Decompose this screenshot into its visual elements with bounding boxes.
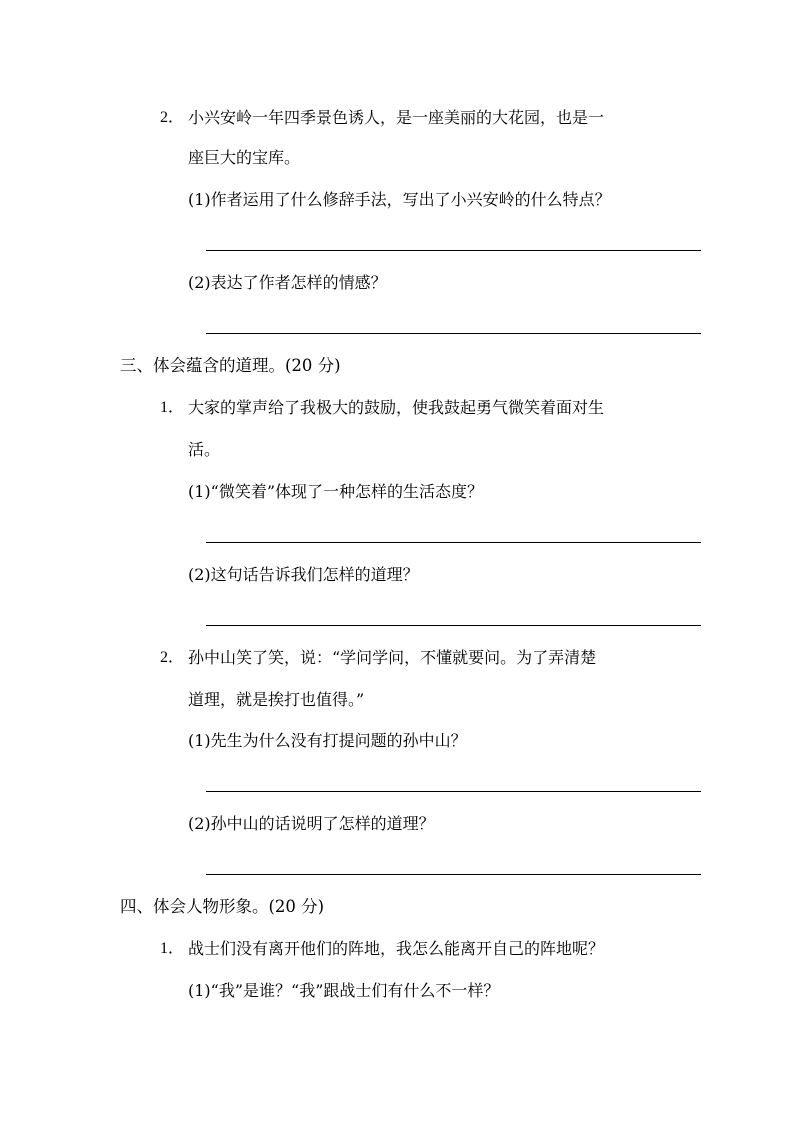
- answer-line[interactable]: [206, 542, 701, 543]
- section-heading: 三、体会蕴含的道理。(20 分): [120, 356, 341, 375]
- sub-question: (1)作者运用了什么修辞手法，写出了小兴安岭的什么特点？: [188, 190, 611, 209]
- question-text-line: 孙中山笑了笑，说：“学问学问，不懂就要问。为了弄清楚: [188, 648, 597, 667]
- section-heading: 四、体会人物形象。(20 分): [120, 897, 325, 916]
- sub-question: (2)表达了作者怎样的情感？: [188, 273, 387, 292]
- question-text-line: 座巨大的宝库。: [188, 148, 301, 167]
- answer-line[interactable]: [206, 791, 701, 792]
- question-number: 2．: [160, 109, 185, 126]
- question-text-line: 战士们没有离开他们的阵地，我怎么能离开自己的阵地呢？: [188, 939, 605, 958]
- question-number: 2．: [160, 649, 185, 666]
- answer-line[interactable]: [206, 625, 701, 626]
- sub-question: (1)“微笑着”体现了一种怎样的生活态度？: [188, 482, 484, 501]
- question-text-line: 道理，就是挨打也值得。”: [188, 690, 365, 709]
- question-number: 1．: [160, 940, 185, 957]
- sub-question: (1)先生为什么没有打提问题的孙中山？: [188, 731, 467, 750]
- answer-line[interactable]: [206, 874, 701, 875]
- sub-question: (2)孙中山的话说明了怎样的道理？: [188, 814, 435, 833]
- question-text-line: 活。: [188, 440, 221, 459]
- question-text-line: 大家的掌声给了我极大的鼓励，使我鼓起勇气微笑着面对生: [188, 398, 605, 417]
- sub-question: (1)“我”是谁？“我”跟战士们有什么不一样？: [188, 981, 500, 1000]
- answer-line[interactable]: [206, 250, 701, 251]
- question-text-line: 小兴安岭一年四季景色诱人，是一座美丽的大花园，也是一: [188, 108, 605, 127]
- sub-question: (2)这句话告诉我们怎样的道理？: [188, 565, 419, 584]
- answer-line[interactable]: [206, 333, 701, 334]
- question-number: 1．: [160, 399, 185, 416]
